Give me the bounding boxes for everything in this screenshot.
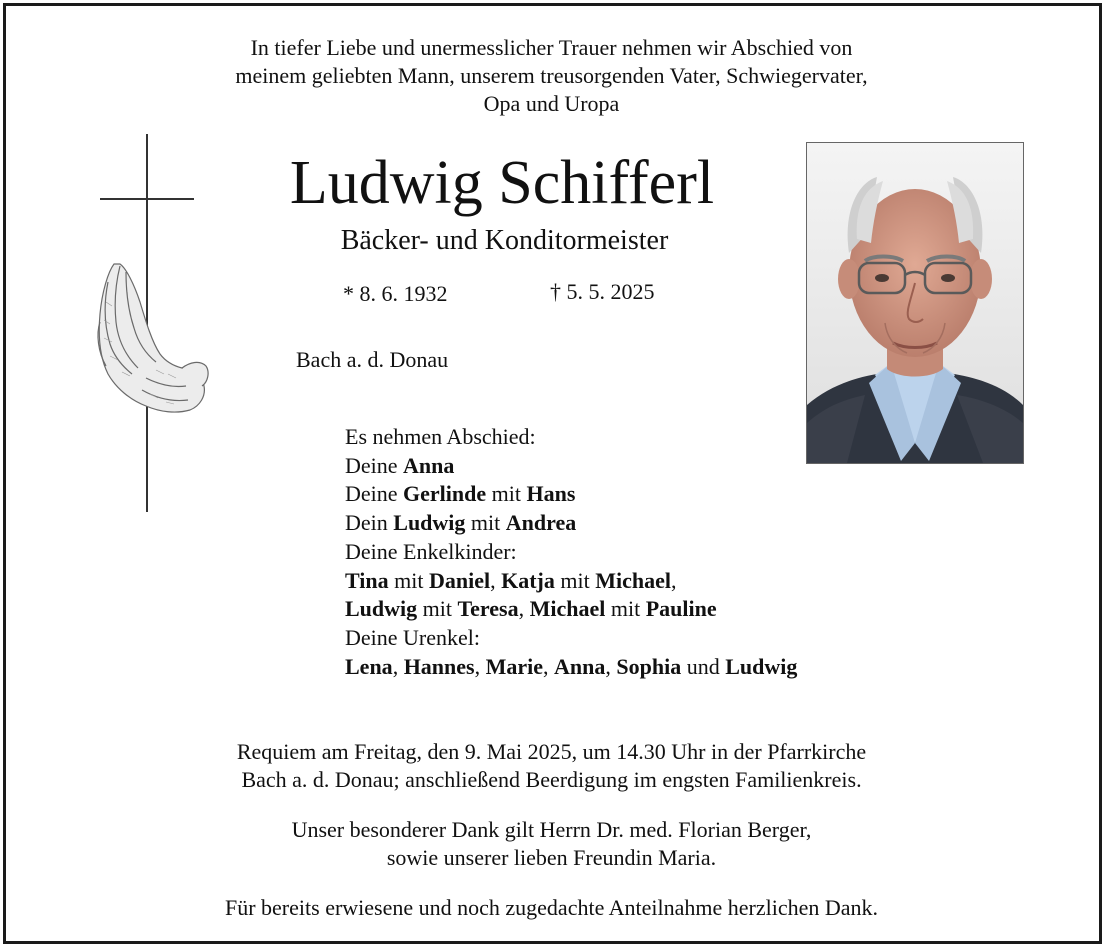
mourner-line-4: Deine Enkelkinder: [345, 538, 517, 564]
mourner-text: , [518, 596, 530, 622]
mourners-list [345, 423, 797, 681]
mourner-text: , [392, 653, 404, 679]
deceased-name: Ludwig Schifferl [289, 149, 715, 217]
mourner-text: mit [417, 596, 458, 622]
mourner-text: mit [465, 510, 506, 536]
mourner-name: Hans [526, 481, 576, 507]
mourner-name: Michael [595, 567, 671, 593]
mourner-text: , [605, 653, 617, 679]
mourner-name: Ludwig [345, 596, 418, 622]
special-thanks [0, 816, 1103, 872]
mourner-line-6 [345, 595, 797, 624]
mourner-name: Michael [529, 596, 606, 622]
mourner-line-2 [345, 480, 797, 509]
birth-date: * 8. 6. 1932 [343, 281, 448, 306]
requiem-line-2: Bach a. d. Donau; anschließend Beerdigung im engsten Familienkreis. [241, 767, 862, 792]
mourner-text: Dein [345, 510, 394, 536]
mourner-line-8 [345, 653, 797, 682]
requiem-info [0, 738, 1103, 794]
praying-hands-icon [86, 262, 210, 416]
mourner-name: Tina [345, 567, 389, 593]
mourner-text: mit [486, 481, 527, 507]
mourner-name: Anna [403, 452, 455, 478]
closing-line: Für bereits erwiesene und noch zugedachte Anteilnahme herzlichen Dank. [224, 895, 879, 920]
mourner-name: Sophia [616, 653, 682, 679]
mourner-name: Gerlinde [403, 481, 487, 507]
mourner-text: , [474, 653, 486, 679]
thanks-line-2: sowie unserer lieben Freundin Maria. [386, 845, 717, 870]
mourner-text: , [670, 567, 677, 593]
mourner-name: Ludwig [725, 653, 798, 679]
mourner-line-7: Deine Urenkel: [345, 624, 480, 650]
intro-line-2: meinem geliebten Mann, unserem treusorgenden Vater, Schwiegervater, [235, 63, 868, 88]
mourner-name: Daniel [428, 567, 491, 593]
cross-bar [100, 198, 194, 200]
mourner-name: Marie [485, 653, 544, 679]
mourner-text: mit [605, 596, 646, 622]
mourner-name: Pauline [645, 596, 717, 622]
mourner-text: , [490, 567, 502, 593]
mourner-text: und [681, 653, 726, 679]
hometown: Bach a. d. Donau [296, 347, 449, 372]
closing-thanks [0, 894, 1103, 922]
intro-line-1: In tiefer Liebe und unermesslicher Trauer nehmen wir Abschied von [250, 35, 853, 60]
mourner-name: Teresa [457, 596, 519, 622]
mourner-line-5 [345, 567, 797, 596]
mourner-text: mit [554, 567, 596, 593]
mourner-text: Deine [345, 452, 404, 478]
mourner-name: Hannes [403, 653, 475, 679]
death-date: † 5. 5. 2025 [550, 279, 655, 304]
requiem-line-1: Requiem am Freitag, den 9. Mai 2025, um 14.30 Uhr in der Pfarrkirche [236, 739, 867, 764]
mourner-name: Katja [501, 567, 555, 593]
intro-line-3: Opa und Uropa [483, 91, 620, 116]
mourner-line-1 [345, 452, 797, 481]
intro-text [0, 34, 1103, 118]
mourner-name: Lena [345, 653, 393, 679]
mourner-line-3 [345, 509, 797, 538]
mourner-text: Deine [345, 481, 404, 507]
portrait-photo [806, 142, 1024, 464]
deceased-profession: Bäcker- und Konditormeister [340, 225, 669, 256]
mourner-text: mit [388, 567, 429, 593]
mourner-name: Anna [554, 653, 606, 679]
thanks-line-1: Unser besonderer Dank gilt Herrn Dr. med. Florian Berger, [291, 817, 812, 842]
mourner-name: Ludwig [393, 510, 466, 536]
mourners-heading: Es nehmen Abschied: [345, 424, 536, 449]
mourner-text: , [543, 653, 555, 679]
mourner-name: Andrea [505, 510, 577, 536]
